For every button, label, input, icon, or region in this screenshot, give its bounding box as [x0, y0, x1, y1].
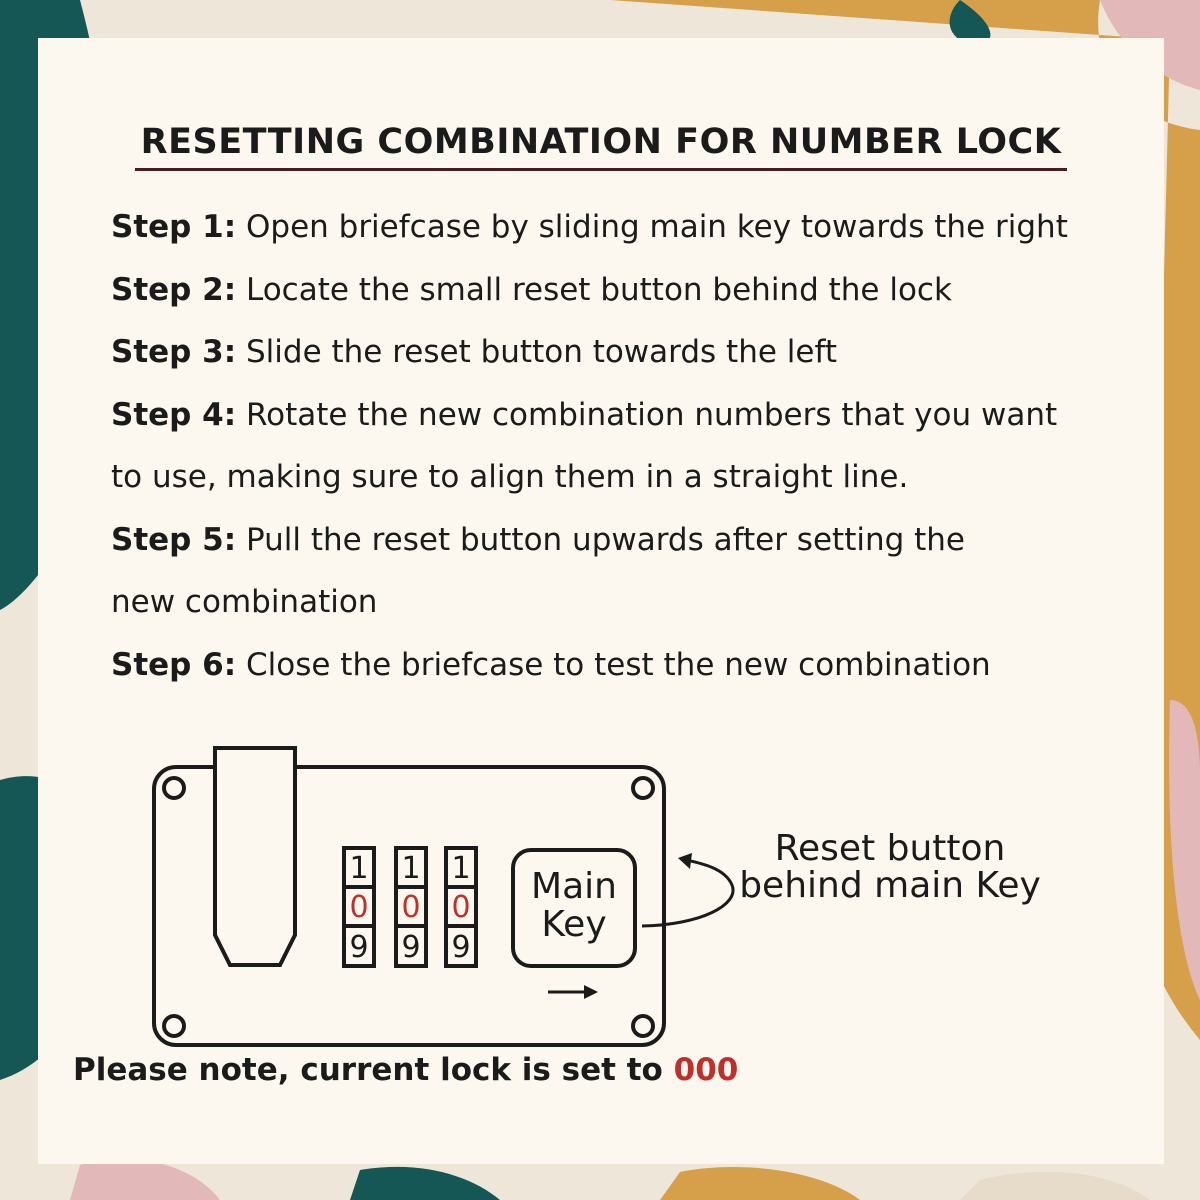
step-text: Slide the reset button towards the left — [245, 334, 837, 370]
dial-bottom-digit: 9 — [349, 930, 369, 965]
step-text: Pull the reset button upwards after setting the — [245, 521, 966, 558]
step-label: Step 5: — [111, 521, 237, 558]
step-5 — [111, 509, 1151, 572]
note-value: 000 — [673, 1052, 739, 1088]
reset-button-label — [730, 830, 1050, 904]
reset-arrow-icon — [642, 860, 733, 926]
step-2 — [111, 259, 1151, 322]
dial-middle-digit: 0 — [451, 890, 471, 925]
page-title: RESETTING COMBINATION FOR NUMBER LOCK — [135, 122, 1068, 171]
step-label: Step 6: — [111, 646, 237, 683]
step-label: Step 4: — [111, 396, 237, 433]
step-text: Close the briefcase to test the new combination — [245, 646, 991, 683]
screw-icon — [164, 1016, 184, 1036]
step-1 — [111, 196, 1151, 259]
step-label: Step 3: — [111, 334, 237, 370]
steps-list — [111, 196, 1151, 696]
dial-bottom-digit: 9 — [451, 930, 471, 965]
dial-top-digit: 1 — [349, 851, 369, 886]
main-key-label: Key — [541, 904, 607, 945]
dial-middle-digit: 0 — [349, 890, 369, 925]
screw-icon — [164, 778, 184, 798]
current-lock-note — [73, 1052, 738, 1088]
screw-icon — [633, 778, 653, 798]
dial-middle-digit: 0 — [401, 890, 421, 925]
step-3 — [111, 321, 1151, 384]
screw-icon — [633, 1016, 653, 1036]
step-text: Locate the small reset button behind the lock — [245, 271, 952, 308]
step-4-continuation: to use, making sure to align them in a straight line. — [111, 459, 909, 495]
step-label: Step 1: — [111, 209, 237, 245]
step-5-continuation: new combination — [111, 584, 378, 620]
dial-top-digit: 1 — [401, 851, 421, 886]
step-text: Open briefcase by sliding main key towards the right — [245, 209, 1068, 245]
main-key-label: Main — [531, 866, 617, 907]
step-6 — [111, 634, 1151, 697]
dial-top-digit: 1 — [451, 851, 471, 886]
step-4 — [111, 384, 1151, 447]
step-text: Rotate the new combination numbers that you want — [245, 396, 1058, 433]
note-text: Please note, current lock is set to — [73, 1052, 674, 1088]
dial-bottom-digit: 9 — [401, 930, 421, 965]
latch-icon — [215, 748, 295, 965]
step-label: Step 2: — [111, 271, 237, 308]
reset-label-line: behind main Key — [739, 865, 1041, 906]
reset-label-line: Reset button — [774, 828, 1006, 869]
